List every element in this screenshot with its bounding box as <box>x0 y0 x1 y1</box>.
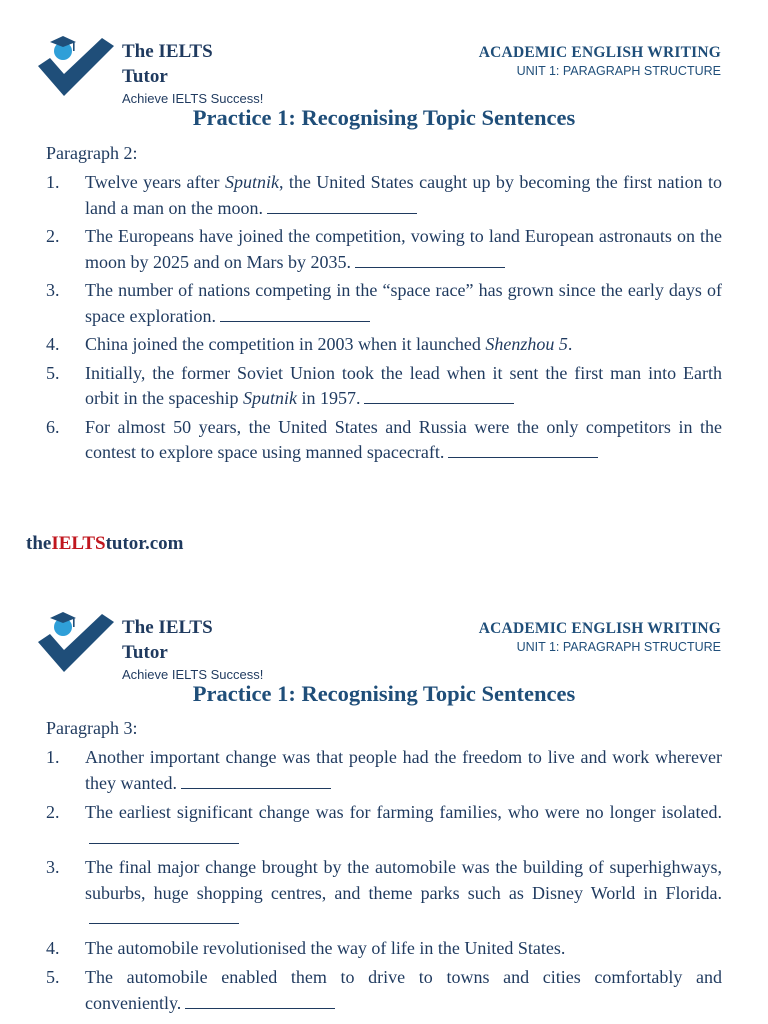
item-emphasis: Sputnik <box>242 388 297 408</box>
list-item <box>46 936 722 962</box>
site-prefix: the <box>26 533 52 554</box>
list-item <box>46 170 722 221</box>
item-number: 3. <box>46 857 60 877</box>
item-text: Initially, the former Soviet Union took the lead when it sent the first man into Earth orbit in the spaceship <box>85 362 722 408</box>
list-item <box>46 745 722 796</box>
item-emphasis: Shenzhou 5 <box>485 334 568 354</box>
item-text: The number of nations competing in the “space race” has grown since the early days of space exploration. <box>85 280 722 326</box>
header-right <box>479 620 721 656</box>
list-item <box>46 361 722 412</box>
item-text: For almost 50 years, the United States and Russia were the only competitors in the contest to explore space using manned spacecraft. <box>85 416 722 462</box>
list-item <box>46 800 722 851</box>
item-number: 3. <box>46 280 60 300</box>
answer-blank[interactable] <box>181 773 331 789</box>
unit-label: UNIT 1: PARAGRAPH STRUCTURE <box>516 640 721 654</box>
answer-blank[interactable] <box>448 442 598 458</box>
item-number: 4. <box>46 334 60 354</box>
sentence-list <box>46 170 722 469</box>
item-number: 5. <box>46 967 60 987</box>
item-text: , the United States caught up by becoming the first nation to land a man on the moon. <box>85 172 722 218</box>
brand-line2: Tutor <box>122 642 168 663</box>
answer-blank[interactable] <box>89 908 239 924</box>
site-suffix: tutor.com <box>105 533 184 554</box>
brand-name <box>122 615 262 665</box>
unit-label: UNIT 1: PARAGRAPH STRUCTURE <box>516 64 721 78</box>
item-emphasis: Sputnik <box>224 172 279 192</box>
sentence-list <box>46 745 722 1020</box>
item-text: The final major change brought by the automobile was the building of superhighways, suburbs, huge shopping centres, and theme parks such as Disney World in Florida. <box>85 857 722 903</box>
ielts-tutor-logo <box>36 32 118 98</box>
paragraph-label: Paragraph 3: <box>46 718 138 738</box>
item-number: 5. <box>46 362 60 383</box>
answer-blank[interactable] <box>89 828 239 844</box>
practice-title: Practice 1: Recognising Topic Sentences <box>192 681 576 706</box>
brand-line1: The IELTS <box>122 41 213 62</box>
course-title: ACADEMIC ENGLISH WRITING <box>478 620 721 637</box>
item-text: The automobile enabled them to drive to towns and cities comfortably and conveniently. <box>85 967 722 1013</box>
brand-line1: The IELTS <box>122 617 213 638</box>
list-item <box>46 332 722 358</box>
item-number: 2. <box>46 802 60 822</box>
item-number: 4. <box>46 937 60 958</box>
list-item <box>46 224 722 275</box>
item-text: Another important change was that people had the freedom to live and work wherever they wanted. <box>85 747 722 793</box>
course-title: ACADEMIC ENGLISH WRITING <box>478 44 721 61</box>
answer-blank[interactable] <box>355 252 505 268</box>
brand-line2: Tutor <box>122 66 168 87</box>
tagline: Achieve IELTS Success! <box>122 667 264 682</box>
list-item <box>46 855 722 932</box>
tagline: Achieve IELTS Success! <box>122 91 264 106</box>
brand-name <box>122 39 262 89</box>
item-text: . <box>567 334 573 354</box>
answer-blank[interactable] <box>267 198 417 214</box>
item-number: 1. <box>46 172 60 192</box>
paragraph-label: Paragraph 2: <box>46 143 138 163</box>
item-number: 2. <box>46 226 60 246</box>
item-text: Twelve years after <box>85 172 225 192</box>
item-text: The automobile revolutionised the way of life in the United States. <box>85 937 566 958</box>
answer-blank[interactable] <box>364 388 514 404</box>
item-text: The Europeans have joined the competition, vowing to land European astronauts on the moon by 2025 and on Mars by 2035. <box>85 226 722 272</box>
item-number: 1. <box>46 747 60 767</box>
item-text: in 1957. <box>296 388 361 408</box>
ielts-tutor-logo <box>36 608 118 674</box>
header-right <box>479 44 721 80</box>
answer-blank[interactable] <box>220 306 370 322</box>
site-highlight: IELTS <box>51 533 106 554</box>
item-text: China joined the competition in 2003 when it launched <box>85 334 486 354</box>
list-item <box>46 278 722 329</box>
website-link[interactable] <box>26 530 196 557</box>
item-text: The earliest significant change was for farming families, who were no longer isolated. <box>85 802 722 822</box>
list-item <box>46 415 722 466</box>
practice-title: Practice 1: Recognising Topic Sentences <box>192 105 576 130</box>
answer-blank[interactable] <box>185 993 335 1009</box>
list-item <box>46 965 722 1016</box>
item-number: 6. <box>46 416 60 437</box>
